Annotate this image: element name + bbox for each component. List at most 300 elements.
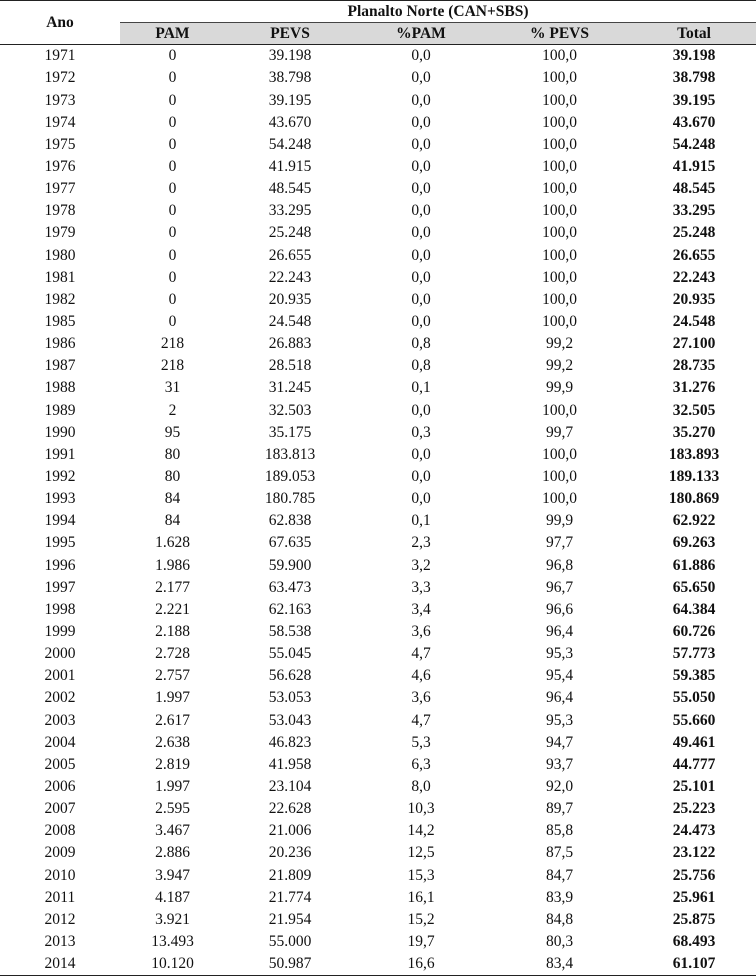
cell-total: 62.922	[672, 512, 716, 530]
cell-percent-pam: 2,3	[411, 534, 431, 552]
cell-ano: 2011	[44, 888, 76, 906]
cell-pam: 0	[168, 290, 177, 308]
cell-pam: 0	[168, 91, 177, 109]
cell-ano: 2010	[44, 866, 76, 884]
cell-percent-pam: 0,0	[411, 246, 431, 264]
table-row	[0, 89, 756, 111]
cell-percent-pevs: 100,0	[542, 47, 577, 65]
table-row	[0, 355, 756, 377]
header-pevs: PEVS	[225, 23, 355, 45]
cell-ano: 2009	[44, 844, 76, 862]
cell-ano: 1994	[44, 512, 76, 530]
cell-pam: 4.187	[155, 888, 190, 906]
table-row	[0, 200, 756, 222]
cell-pevs: 22.243	[268, 268, 312, 286]
cell-total: 39.195	[672, 91, 716, 109]
cell-pam: 1.997	[155, 689, 190, 707]
cell-total: 60.726	[672, 622, 716, 640]
table-row	[0, 399, 756, 421]
cell-ano: 1976	[44, 158, 76, 176]
cell-pevs: 21.954	[268, 910, 312, 928]
cell-pevs: 48.545	[268, 180, 312, 198]
cell-ano: 1998	[44, 600, 76, 618]
cell-ano: 1973	[44, 91, 76, 109]
cell-total: 25.875	[672, 910, 716, 928]
cell-pam: 80	[164, 445, 181, 463]
cell-percent-pam: 0,0	[411, 224, 431, 242]
cell-pam: 84	[164, 512, 181, 530]
cell-percent-pevs: 100,0	[542, 180, 577, 198]
cell-total: 22.243	[672, 268, 716, 286]
cell-percent-pam: 0,0	[411, 135, 431, 153]
cell-ano: 2008	[44, 822, 76, 840]
cell-percent-pevs: 84,7	[545, 866, 574, 884]
table-row	[0, 289, 756, 311]
cell-pevs: 53.043	[268, 711, 312, 729]
cell-pam: 1.997	[155, 777, 190, 795]
cell-percent-pevs: 87,5	[545, 844, 574, 862]
cell-percent-pam: 3,6	[411, 689, 431, 707]
cell-total: 35.270	[672, 423, 716, 441]
cell-ano: 2005	[44, 755, 76, 773]
cell-pam: 0	[168, 69, 177, 87]
cell-percent-pam: 5,3	[411, 733, 431, 751]
cell-pevs: 32.503	[268, 401, 312, 419]
cell-pevs: 33.295	[268, 202, 312, 220]
cell-pevs: 63.473	[268, 578, 312, 596]
table-row	[0, 156, 756, 178]
cell-percent-pevs: 99,7	[545, 423, 574, 441]
cell-pevs: 20.935	[268, 290, 312, 308]
cell-total: 49.461	[672, 733, 716, 751]
table-row	[0, 687, 756, 709]
cell-percent-pam: 14,2	[407, 822, 435, 840]
cell-percent-pevs: 84,8	[545, 910, 574, 928]
cell-total: 32.505	[672, 401, 716, 419]
cell-pam: 80	[164, 467, 181, 485]
table-row	[0, 466, 756, 488]
cell-ano: 1995	[44, 534, 76, 552]
cell-percent-pam: 0,0	[411, 290, 431, 308]
cell-ano: 1978	[44, 202, 76, 220]
cell-pevs: 21.006	[268, 822, 312, 840]
cell-percent-pam: 0,1	[411, 512, 431, 530]
table-header	[0, 1, 756, 45]
table-row	[0, 931, 756, 953]
cell-pam: 3.467	[155, 822, 190, 840]
cell-total: 23.122	[672, 844, 716, 862]
cell-total: 25.756	[672, 866, 716, 884]
table-row	[0, 599, 756, 621]
cell-percent-pevs: 96,8	[545, 556, 574, 574]
cell-percent-pevs: 100,0	[542, 268, 577, 286]
cell-percent-pevs: 97,7	[545, 534, 574, 552]
cell-pam: 2.638	[155, 733, 190, 751]
table-row	[0, 776, 756, 798]
table-row	[0, 444, 756, 466]
cell-percent-pevs: 95,3	[545, 711, 574, 729]
table-row	[0, 488, 756, 510]
cell-pevs: 21.774	[268, 888, 312, 906]
cell-pam: 218	[160, 357, 185, 375]
cell-pam: 3.947	[155, 866, 190, 884]
cell-pam: 2	[168, 401, 177, 419]
table-row	[0, 576, 756, 598]
cell-percent-pam: 16,1	[407, 888, 435, 906]
cell-percent-pevs: 100,0	[542, 91, 577, 109]
cell-percent-pevs: 100,0	[542, 445, 577, 463]
cell-ano: 1977	[44, 180, 76, 198]
cell-pam: 2.886	[155, 844, 190, 862]
cell-total: 189.133	[668, 467, 720, 485]
cell-pam: 2.757	[155, 667, 190, 685]
cell-pam: 0	[168, 135, 177, 153]
cell-pam: 95	[164, 423, 181, 441]
cell-ano: 1997	[44, 578, 76, 596]
cell-pam: 2.221	[155, 600, 190, 618]
cell-ano: 2002	[44, 689, 76, 707]
cell-percent-pevs: 92,0	[545, 777, 574, 795]
cell-ano: 1981	[44, 268, 76, 286]
table-row	[0, 886, 756, 908]
cell-pam: 1.628	[155, 534, 190, 552]
cell-pevs: 28.518	[268, 357, 312, 375]
cell-total: 31.276	[672, 379, 716, 397]
cell-ano: 2001	[44, 667, 76, 685]
table-row	[0, 510, 756, 532]
header-percent-pam: %PAM	[355, 23, 487, 45]
cell-pam: 2.728	[155, 645, 190, 663]
cell-pevs: 23.104	[268, 777, 312, 795]
header-total: Total	[632, 23, 756, 45]
cell-total: 43.670	[672, 113, 716, 131]
cell-percent-pevs: 96,7	[545, 578, 574, 596]
cell-percent-pam: 15,3	[407, 866, 435, 884]
cell-total: 55.660	[672, 711, 716, 729]
cell-percent-pam: 0,0	[411, 401, 431, 419]
cell-ano: 2004	[44, 733, 76, 751]
cell-total: 41.915	[672, 158, 716, 176]
table-row	[0, 709, 756, 731]
cell-percent-pevs: 99,9	[545, 379, 574, 397]
cell-pevs: 35.175	[268, 423, 312, 441]
cell-percent-pam: 0,0	[411, 268, 431, 286]
cell-pevs: 43.670	[268, 113, 312, 131]
table-row	[0, 554, 756, 576]
cell-percent-pevs: 80,3	[545, 932, 574, 950]
cell-percent-pevs: 85,8	[545, 822, 574, 840]
cell-pevs: 31.245	[268, 379, 312, 397]
cell-pevs: 58.538	[268, 622, 312, 640]
cell-total: 39.198	[672, 47, 716, 65]
cell-percent-pam: 3,2	[411, 556, 431, 574]
cell-total: 65.650	[672, 578, 716, 596]
cell-ano: 2012	[44, 910, 76, 928]
cell-ano: 1988	[44, 379, 76, 397]
cell-pam: 13.493	[151, 932, 194, 950]
cell-percent-pam: 4,7	[411, 645, 431, 663]
cell-percent-pam: 0,3	[411, 423, 431, 441]
table-row	[0, 134, 756, 156]
cell-pam: 0	[168, 268, 177, 286]
cell-pam: 0	[168, 47, 177, 65]
cell-ano: 1989	[44, 401, 76, 419]
cell-pevs: 26.655	[268, 246, 312, 264]
cell-total: 68.493	[672, 932, 716, 950]
cell-percent-pevs: 100,0	[542, 467, 577, 485]
cell-total: 24.473	[672, 822, 716, 840]
cell-total: 25.248	[672, 224, 716, 242]
cell-total: 69.263	[672, 534, 716, 552]
cell-total: 44.777	[672, 755, 716, 773]
cell-pam: 3.921	[155, 910, 190, 928]
table-row	[0, 244, 756, 266]
cell-total: 64.384	[672, 600, 716, 618]
cell-pevs: 46.823	[268, 733, 312, 751]
cell-pevs: 54.248	[268, 135, 312, 153]
cell-percent-pevs: 94,7	[545, 733, 574, 751]
cell-total: 26.655	[672, 246, 716, 264]
cell-ano: 1980	[44, 246, 76, 264]
cell-total: 59.385	[672, 667, 716, 685]
cell-pam: 0	[168, 246, 177, 264]
table-row	[0, 266, 756, 288]
table-row	[0, 111, 756, 133]
cell-ano: 1996	[44, 556, 76, 574]
cell-ano: 1993	[44, 490, 76, 508]
cell-percent-pevs: 100,0	[542, 490, 577, 508]
cell-pevs: 38.798	[268, 69, 312, 87]
cell-percent-pam: 3,3	[411, 578, 431, 596]
cell-ano: 2000	[44, 645, 76, 663]
cell-pam: 2.177	[155, 578, 190, 596]
cell-percent-pevs: 96,4	[545, 689, 574, 707]
cell-percent-pevs: 100,0	[542, 313, 577, 330]
cell-percent-pevs: 96,4	[545, 622, 574, 640]
cell-ano: 1974	[44, 113, 76, 131]
cell-percent-pam: 3,4	[411, 600, 431, 618]
cell-percent-pam: 6,3	[411, 755, 431, 773]
cell-percent-pam: 0,0	[411, 202, 431, 220]
cell-pevs: 189.053	[264, 467, 316, 485]
table-row	[0, 908, 756, 930]
table-row	[0, 621, 756, 643]
cell-percent-pam: 0,0	[411, 445, 431, 463]
cell-percent-pam: 0,0	[411, 313, 431, 330]
cell-percent-pevs: 100,0	[542, 401, 577, 419]
cell-pam: 2.617	[155, 711, 190, 729]
cell-ano: 1972	[44, 69, 76, 87]
cell-percent-pam: 0,0	[411, 180, 431, 198]
table-row	[0, 311, 756, 333]
cell-pam: 2.595	[155, 800, 190, 818]
cell-ano: 1971	[44, 47, 76, 65]
cell-percent-pam: 0,8	[411, 335, 431, 353]
cell-percent-pam: 0,0	[411, 113, 431, 131]
cell-percent-pevs: 100,0	[542, 246, 577, 264]
table-row	[0, 842, 756, 864]
cell-total: 27.100	[672, 335, 716, 353]
cell-ano: 1992	[44, 467, 76, 485]
cell-percent-pam: 0,0	[411, 490, 431, 508]
cell-pam: 0	[168, 202, 177, 220]
cell-pam: 1.986	[155, 556, 190, 574]
cell-ano: 2013	[44, 932, 76, 950]
cell-percent-pam: 0,0	[411, 158, 431, 176]
cell-total: 61.107	[632, 953, 756, 976]
cell-percent-pevs: 95,3	[545, 645, 574, 663]
cell-total: 24.548	[672, 313, 716, 330]
cell-pevs: 24.548	[268, 313, 312, 330]
cell-pam: 84	[164, 490, 181, 508]
cell-percent-pam: 19,7	[407, 932, 435, 950]
cell-pam: 0	[168, 158, 177, 176]
cell-total: 48.545	[672, 180, 716, 198]
table-row	[0, 333, 756, 355]
cell-pevs: 53.053	[268, 689, 312, 707]
cell-pam: 31	[164, 379, 181, 397]
cell-percent-pam: 0,8	[411, 357, 431, 375]
cell-ano: 1986	[44, 335, 76, 353]
cell-pevs: 55.045	[268, 645, 312, 663]
cell-ano: 2003	[44, 711, 76, 729]
table-row	[0, 178, 756, 200]
cell-pevs: 39.195	[268, 91, 312, 109]
header-ano: Ano	[0, 1, 120, 45]
cell-total: 25.223	[672, 800, 716, 818]
cell-percent-pam: 4,7	[411, 711, 431, 729]
cell-pevs: 183.813	[264, 445, 316, 463]
cell-percent-pevs: 99,9	[545, 512, 574, 530]
cell-ano: 1985	[44, 313, 76, 330]
cell-pevs: 21.809	[268, 866, 312, 884]
cell-pam: 0	[168, 313, 177, 330]
table-row	[0, 665, 756, 687]
cell-percent-pevs: 99,2	[545, 335, 574, 353]
table-row	[0, 798, 756, 820]
cell-total: 25.961	[672, 888, 716, 906]
cell-percent-pam: 0,0	[411, 91, 431, 109]
table-row	[0, 864, 756, 886]
cell-percent-pevs: 89,7	[545, 800, 574, 818]
cell-total: 20.935	[672, 290, 716, 308]
cell-pevs: 41.958	[268, 755, 312, 773]
cell-percent-pevs: 100,0	[542, 158, 577, 176]
cell-percent-pam: 0,0	[411, 69, 431, 87]
cell-pevs: 20.236	[268, 844, 312, 862]
table-row	[0, 731, 756, 753]
cell-pevs: 22.628	[268, 800, 312, 818]
cell-pevs: 62.163	[268, 600, 312, 618]
table-row	[0, 377, 756, 399]
cell-total: 33.295	[672, 202, 716, 220]
cell-ano: 1987	[44, 357, 76, 375]
header-pam: PAM	[120, 23, 225, 45]
cell-pevs: 180.785	[264, 490, 316, 508]
cell-total: 54.248	[672, 135, 716, 153]
table-row	[0, 754, 756, 776]
cell-pevs: 39.198	[268, 47, 312, 65]
cell-total: 57.773	[672, 645, 716, 663]
header-group-planalto-norte: Planalto Norte (CAN+SBS)	[120, 1, 756, 23]
cell-percent-pevs: 100,0	[542, 202, 577, 220]
cell-ano: 1979	[44, 224, 76, 242]
cell-percent-pevs: 100,0	[542, 135, 577, 153]
table-row	[0, 820, 756, 842]
cell-pam: 10.120	[120, 953, 225, 976]
cell-pam: 2.188	[155, 622, 190, 640]
table-row	[0, 421, 756, 443]
cell-percent-pevs: 100,0	[542, 113, 577, 131]
cell-percent-pam: 16,6	[355, 953, 487, 976]
cell-percent-pevs: 100,0	[542, 224, 577, 242]
cell-percent-pam: 15,2	[407, 910, 435, 928]
cell-percent-pam: 3,6	[411, 622, 431, 640]
cell-ano: 1990	[44, 423, 76, 441]
cell-percent-pevs: 100,0	[542, 290, 577, 308]
cell-total: 183.893	[668, 445, 720, 463]
cell-ano: 2006	[44, 777, 76, 795]
cell-percent-pevs: 83,9	[545, 888, 574, 906]
cell-percent-pevs: 96,6	[545, 600, 574, 618]
cell-pam: 218	[160, 335, 185, 353]
cell-pam: 2.819	[155, 755, 190, 773]
table-row	[0, 67, 756, 89]
cell-pam: 0	[168, 224, 177, 242]
cell-pevs: 50.987	[225, 953, 355, 976]
cell-ano: 1975	[44, 135, 76, 153]
cell-total: 180.869	[668, 490, 720, 508]
cell-percent-pevs: 95,4	[545, 667, 574, 685]
cell-pevs: 26.883	[268, 335, 312, 353]
cell-percent-pevs: 83,4	[487, 953, 632, 976]
cell-pevs: 56.628	[268, 667, 312, 685]
cell-percent-pam: 12,5	[407, 844, 435, 862]
cell-pevs: 62.838	[268, 512, 312, 530]
cell-pevs: 67.635	[268, 534, 312, 552]
cell-percent-pam: 10,3	[407, 800, 435, 818]
cell-ano: 2014	[0, 953, 120, 976]
cell-total: 25.101	[672, 777, 716, 795]
cell-pevs: 41.915	[268, 158, 312, 176]
cell-pam: 0	[168, 180, 177, 198]
cell-percent-pevs: 93,7	[545, 755, 574, 773]
cell-percent-pam: 8,0	[411, 777, 431, 795]
cell-ano: 2007	[44, 800, 76, 818]
cell-total: 61.886	[672, 556, 716, 574]
cell-percent-pam: 0,0	[411, 47, 431, 65]
cell-ano: 1999	[44, 622, 76, 640]
cell-total: 38.798	[672, 69, 716, 87]
cell-percent-pevs: 100,0	[542, 69, 577, 87]
header-percent-pevs: % PEVS	[487, 23, 632, 45]
table-row	[0, 643, 756, 665]
cell-pevs: 25.248	[268, 224, 312, 242]
cell-pevs: 55.000	[268, 932, 312, 950]
cell-percent-pam: 0,0	[411, 467, 431, 485]
cell-ano: 1991	[44, 445, 76, 463]
table-row	[0, 45, 756, 68]
cell-total: 55.050	[672, 689, 716, 707]
table-row	[0, 532, 756, 554]
cell-pevs: 59.900	[268, 556, 312, 574]
cell-total: 28.735	[672, 357, 716, 375]
cell-percent-pam: 4,6	[411, 667, 431, 685]
table-row	[0, 222, 756, 244]
cell-ano: 1982	[44, 290, 76, 308]
table-body	[0, 45, 756, 976]
cell-pam: 0	[168, 113, 177, 131]
